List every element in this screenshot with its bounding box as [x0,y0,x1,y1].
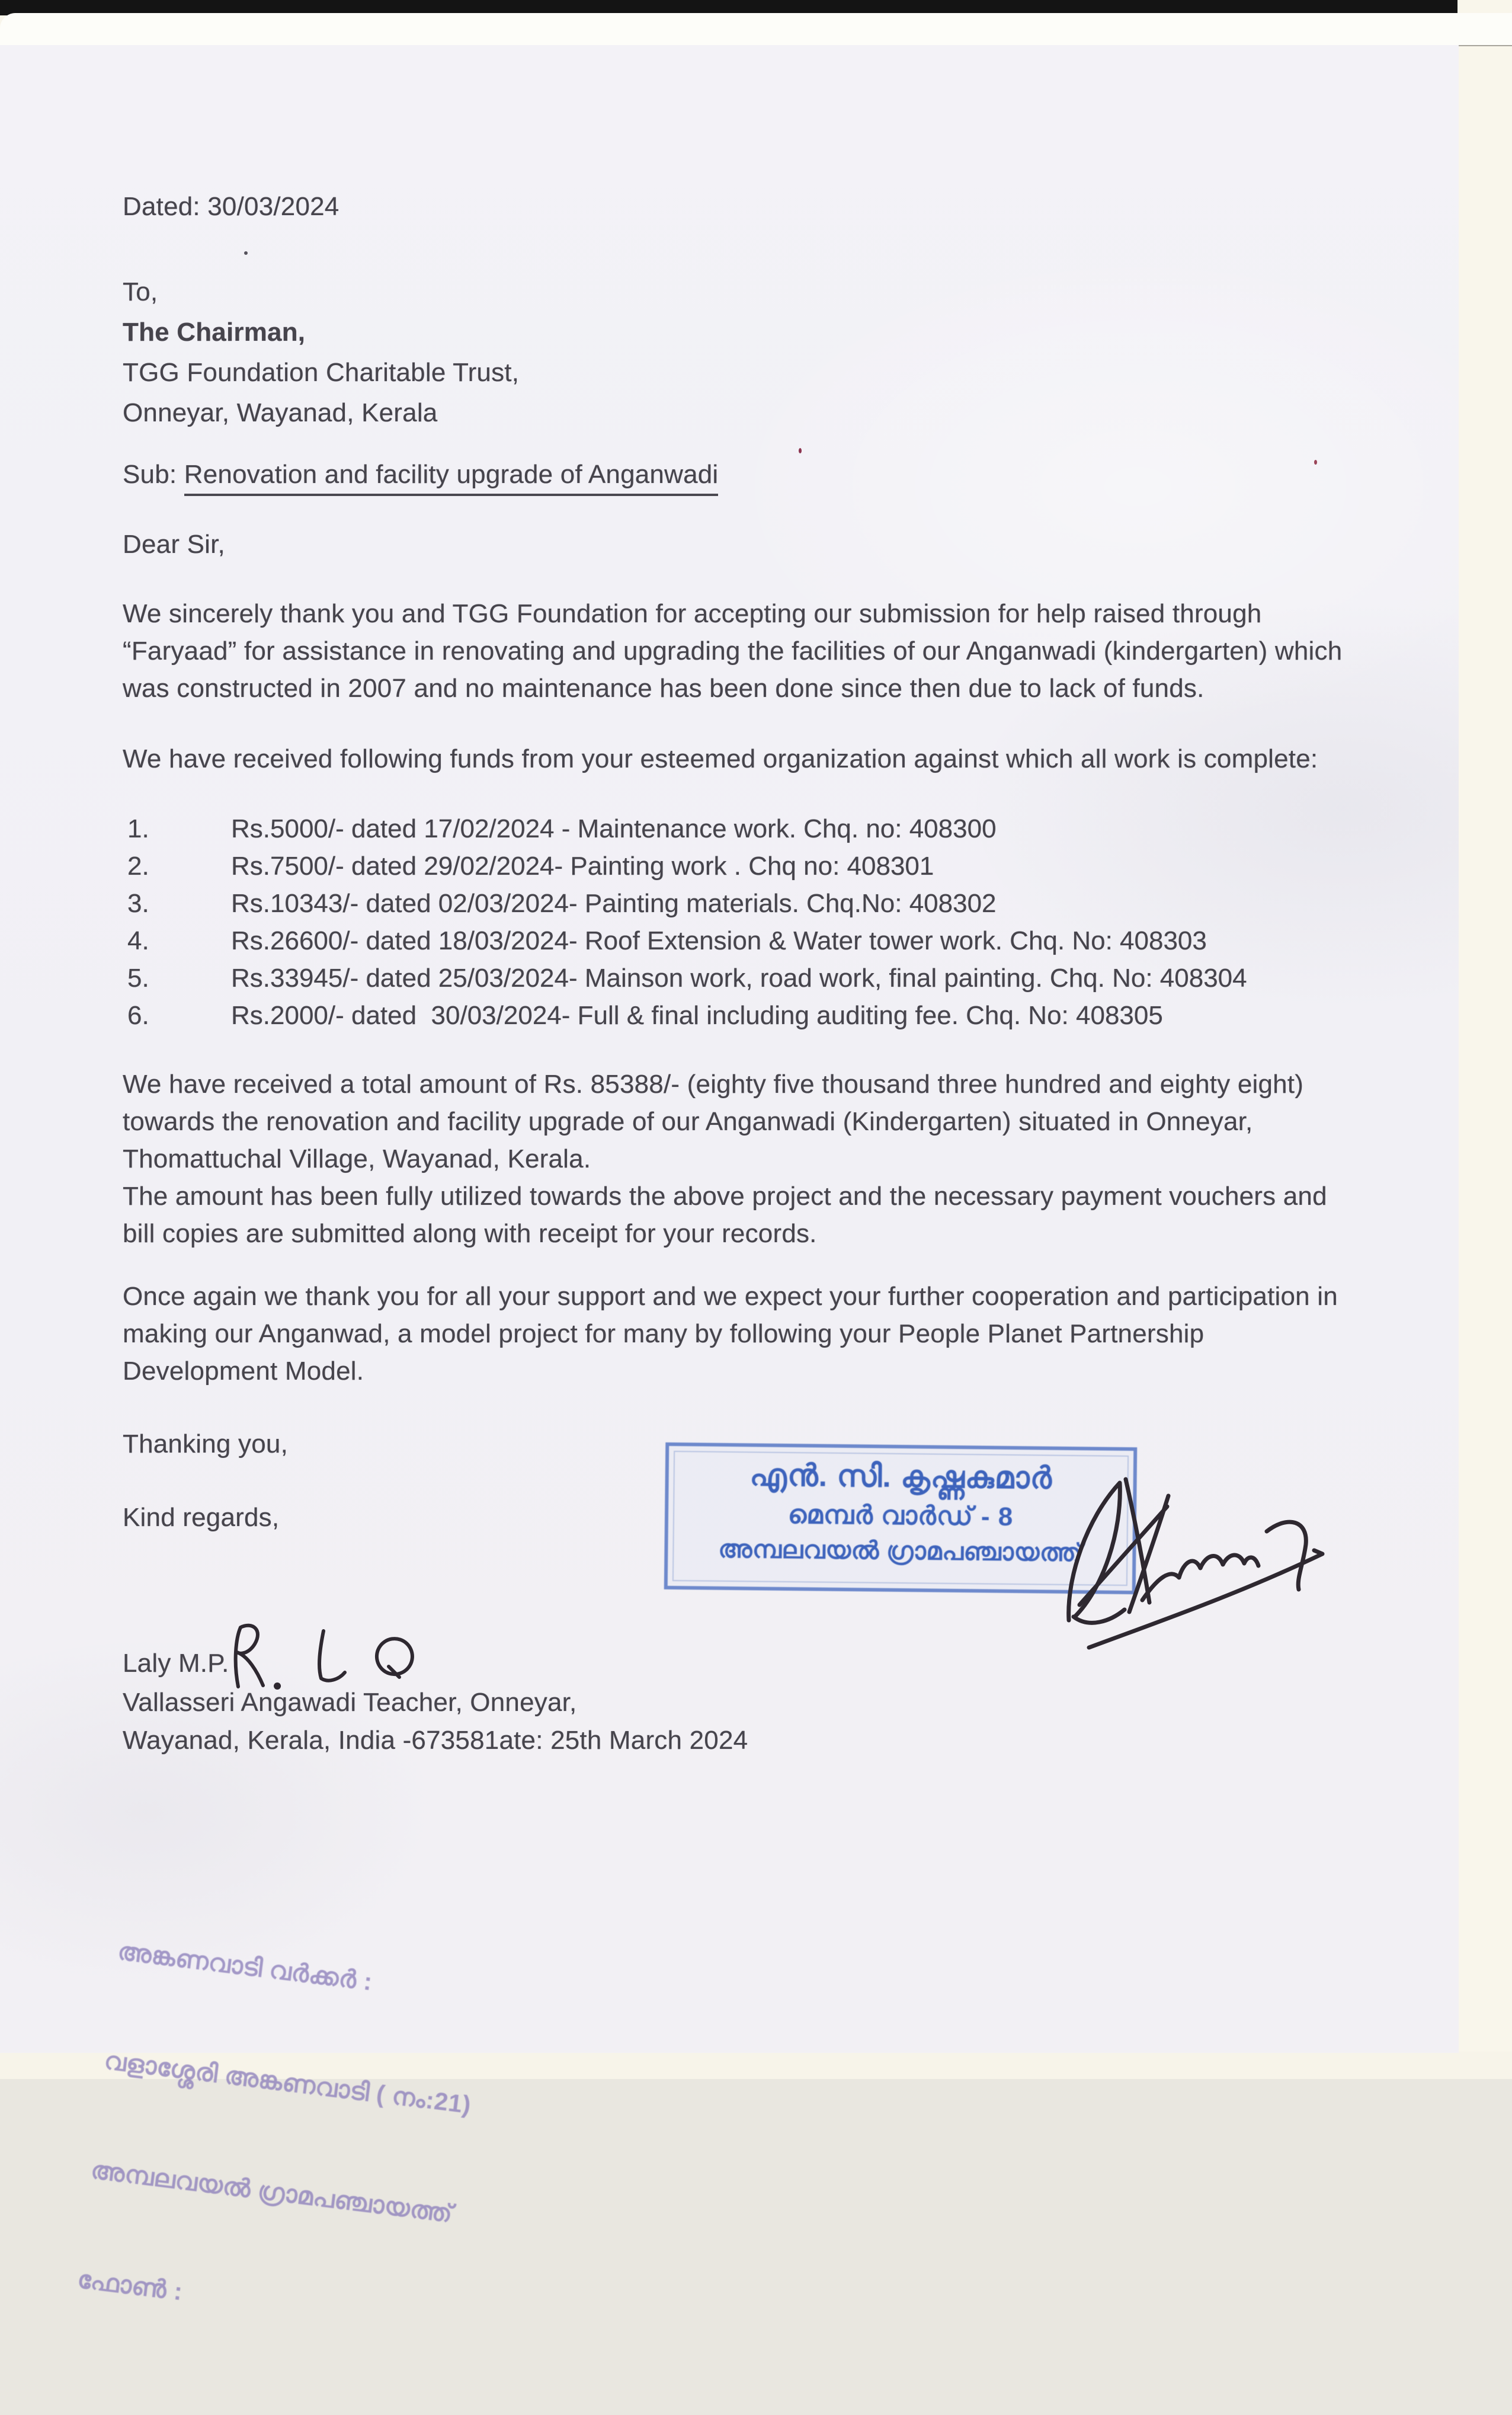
fund-list-item [127,814,1431,852]
paragraph-line: Development Model. [123,1357,364,1386]
signatory-name: Laly M.P. [123,1649,229,1678]
stamp-member-name: എൻ. സി. കൃഷ്ണകുമാർ [749,1458,1053,1496]
thanking-line: Thanking you, [123,1429,288,1458]
fund-item-number: 4. [127,926,149,955]
greeting: Dear Sir, [123,530,225,559]
fund-item-text: Rs.33945/- dated 25/03/2024- Mainson work, road work, final painting. Chq. No: 408304 [231,964,1247,993]
paper-speck [1314,460,1317,465]
page-top-edge [0,13,1512,46]
stamp-worker-title: അങ്കണവാടി വർക്കർ : [116,1937,374,1996]
fund-item-number: 2. [127,852,149,881]
paragraph-line: The amount has been fully utilized towards the above project and the necessary payment vouchers and [123,1182,1327,1211]
recipient-address: Onneyar, Wayanad, Kerala [123,398,438,427]
paragraph-line: “Faryaad” for assistance in renovating and upgrading the facilities of our Anganwadi (kindergarten) which [123,636,1343,666]
paragraph-line: Thomattuchal Village, Wayanad, Kerala. [123,1144,591,1173]
paragraph-line: We sincerely thank you and TGG Foundation for accepting our submission for help raised through [123,599,1262,628]
signatory-address: Wayanad, Kerala, India -673581ate: 25th March 2024 [123,1726,748,1755]
fund-item-text: Rs.26600/- dated 18/03/2024- Roof Extension & Water tower work. Chq. No: 408303 [231,926,1207,955]
signatory-role: Vallasseri Angawadi Teacher, Onneyar, [123,1688,577,1717]
paragraph-line: We have received a total amount of Rs. 85388/- (eighty five thousand three hundred and eighty eight) [123,1070,1304,1099]
fund-list-item [127,964,1431,1001]
paper-speck [799,448,802,453]
paragraph-line: towards the renovation and facility upgrade of our Anganwadi (Kindergarten) situated in Onneyar, [123,1107,1253,1136]
paragraph-line: making our Anganwad, a model project for many by following your People Planet Partnership [123,1319,1205,1348]
subject-prefix: Sub: [123,460,184,489]
fund-list-item [127,1001,1431,1038]
paragraph-closing [123,1278,1338,1390]
paper-speck [244,251,248,255]
paragraph-funds-intro: We have received following funds from your esteemed organization against which all work is complete: [123,744,1318,773]
recipient-org: TGG Foundation Charitable Trust, [123,358,520,387]
scanner-edge-right [1457,0,1512,2079]
fund-item-number: 6. [127,1001,149,1030]
stamp-phone-label: ഫോൺ : [76,2264,184,2306]
fund-list-item [127,852,1431,889]
fund-item-text: Rs.7500/- dated 29/02/2024- Painting work . Chq no: 408301 [231,852,934,881]
paragraph-thanks [123,595,1342,707]
fund-item-number: 1. [127,814,149,843]
fund-item-text: Rs.5000/- dated 17/02/2024 - Maintenance work. Chq. no: 408300 [231,814,997,843]
date-line: Dated: 30/03/2024 [123,192,339,221]
stamp-anganwadi-name: വളാശ്ശേരി അങ്കണവാടി ( നം:21) [102,2046,473,2119]
teacher-signature-ink [207,1610,433,1710]
fund-item-text: Rs.10343/- dated 02/03/2024- Painting materials. Chq.No: 408302 [231,889,997,918]
stamp-member-ward: മെമ്പർ വാർഡ് - 8 [787,1500,1014,1531]
fund-item-number: 5. [127,964,149,993]
regards-line: Kind regards, [123,1503,280,1532]
to-label: To, [123,277,158,306]
paragraph-line: was constructed in 2007 and no maintenance has been done since then due to lack of funds. [123,674,1205,703]
fund-list-item [127,926,1431,964]
subject-line [123,460,718,490]
member-signature-ink [1032,1461,1340,1663]
fund-item-number: 3. [127,889,149,918]
stamp-panchayat-name: അമ്പലവയൽ ഗ്രാമപഞ്ചായത്ത് [89,2155,454,2228]
paragraph-total-amount [123,1066,1327,1252]
fund-item-text: Rs.2000/- dated 30/03/2024- Full & final including auditing fee. Chq. No: 408305 [231,1001,1163,1030]
subject-text: Renovation and facility upgrade of Anganwadi [184,460,719,496]
paragraph-line: Once again we thank you for all your support and we expect your further cooperation and participation in [123,1282,1338,1311]
fund-list-item [127,889,1431,926]
stamp-panchayat-name: അമ്പലവയൽ ഗ്രാമപഞ്ചായത്ത് [718,1534,1082,1567]
paragraph-line: bill copies are submitted along with receipt for your records. [123,1219,817,1248]
recipient-name: The Chairman, [123,318,306,347]
purple-rubber-stamp [66,1860,495,2415]
letter-page [0,45,1459,2306]
